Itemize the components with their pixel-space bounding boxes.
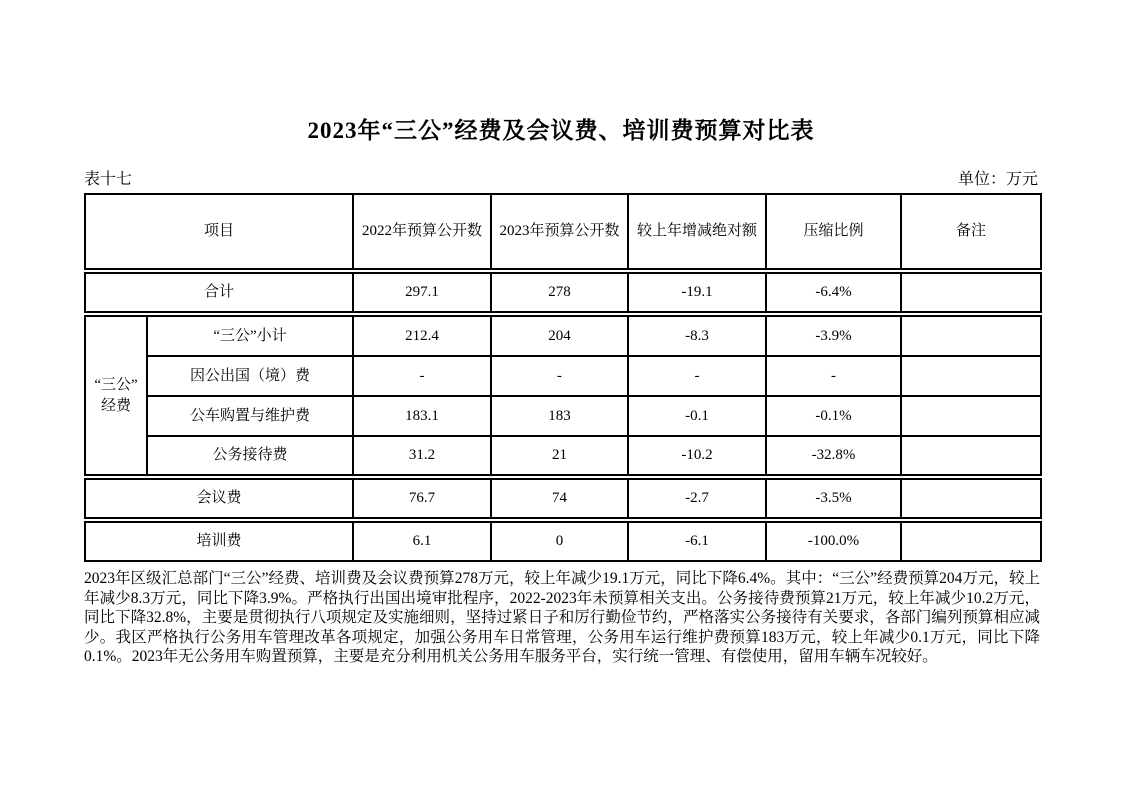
explanatory-note: 2023年区级汇总部门“三公”经费、培训费及会议费预算278万元，较上年减少19.1万元，同比下降6.4%。其中：“三公”经费预算204万元，较上年减少8.3万元，同比下降3.9%。严格执行出国出境审批程序，2022-2023年未预算相关支出。公务接待费预算21万元，较上年减少10.2万元，同比下降32.8%，主要是贯彻执行八项规定及实施细则，坚持过紧日子和厉行勤俭节约，严格落实公务接待有关要求，各部门编列预算相应减少。我区严格执行公务用车管理改革各项规定，加强公务用车日常管理，公务用车运行维护费预算183万元，较上年减少0.1万元，同比下降0.1%。2023年无公务用车购置预算，主要是充分利用机关公务用车服务平台，实行统一管理、有偿使用，留用车辆车况较好。 <box>84 570 1040 666</box>
row-label: “三公”小计 <box>148 317 354 357</box>
unit-label: 单位：万元 <box>957 171 1038 188</box>
cell-2023: 204 <box>492 317 629 357</box>
row-label: 因公出国（境）费 <box>148 357 354 397</box>
cell-2023: 74 <box>492 480 629 517</box>
cell-note <box>902 397 1040 437</box>
cell-note <box>902 274 1040 311</box>
cell-ratio: -0.1% <box>767 397 902 437</box>
cell-change: -2.7 <box>629 480 767 517</box>
cell-2022: 297.1 <box>354 274 492 311</box>
cell-change: -8.3 <box>629 317 767 357</box>
cell-ratio: -6.4% <box>767 274 902 311</box>
cell-ratio: - <box>767 357 902 397</box>
row-label: 合计 <box>86 274 354 311</box>
cell-2023: 278 <box>492 274 629 311</box>
cell-2022: 6.1 <box>354 523 492 560</box>
cell-note <box>902 437 1040 474</box>
row-label: 公车购置与维护费 <box>148 397 354 437</box>
cell-2023: 0 <box>492 523 629 560</box>
table-row-training-fee <box>84 521 1042 562</box>
table-header-row <box>84 193 1042 270</box>
table-row-meeting-fee <box>84 478 1042 519</box>
header-change-amount: 较上年增减绝对额 <box>629 195 767 268</box>
group-label: “三公”经费 <box>86 317 148 474</box>
row-label: 公务接待费 <box>148 437 354 474</box>
header-note: 备注 <box>955 223 986 240</box>
cell-2022: 31.2 <box>354 437 492 474</box>
cell-note <box>902 357 1040 397</box>
cell-2023: - <box>492 357 629 397</box>
cell-ratio: -3.5% <box>767 480 902 517</box>
cell-note <box>902 317 1040 357</box>
cell-2022: 183.1 <box>354 397 492 437</box>
cell-2023: 21 <box>492 437 629 474</box>
table-number-label: 表十七 <box>84 171 133 188</box>
cell-ratio: -100.0% <box>767 523 902 560</box>
cell-2022: 76.7 <box>354 480 492 517</box>
cell-change: -10.2 <box>629 437 767 474</box>
cell-change: -19.1 <box>629 274 767 311</box>
table-group-sangong <box>84 315 1042 476</box>
row-label: 培训费 <box>86 523 354 560</box>
budget-comparison-table <box>84 193 1042 562</box>
cell-ratio: -32.8% <box>767 437 902 474</box>
table-meta-row <box>84 166 1038 189</box>
row-label: 会议费 <box>86 480 354 517</box>
cell-note <box>902 480 1040 517</box>
table-row-total <box>84 272 1042 313</box>
header-2023-budget: 2023年预算公开数 <box>492 195 629 268</box>
cell-2022: - <box>354 357 492 397</box>
header-2022-budget: 2022年预算公开数 <box>354 195 492 268</box>
cell-2023: 183 <box>492 397 629 437</box>
cell-change: -0.1 <box>629 397 767 437</box>
cell-note <box>902 523 1040 560</box>
cell-2022: 212.4 <box>354 317 492 357</box>
page-title: 2023年“三公”经费及会议费、培训费预算对比表 <box>307 118 815 143</box>
cell-change: - <box>629 357 767 397</box>
cell-ratio: -3.9% <box>767 317 902 357</box>
cell-change: -6.1 <box>629 523 767 560</box>
header-item: 项目 <box>86 195 354 268</box>
header-compression-ratio: 压缩比例 <box>767 195 902 268</box>
